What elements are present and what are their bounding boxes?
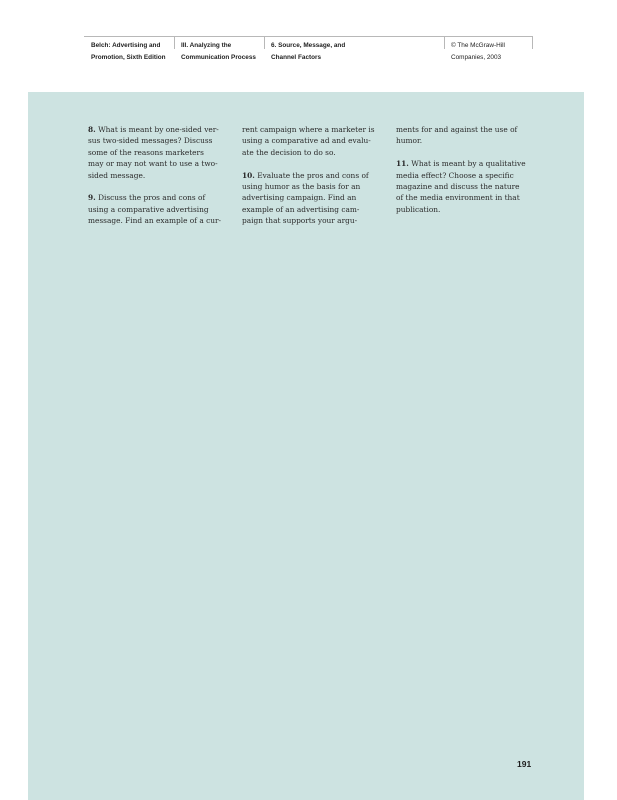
- header-book-title-line1: Belch: Advertising and: [91, 42, 161, 49]
- page-number: 191: [517, 759, 532, 769]
- text-line: What is meant by a qualitative: [411, 159, 526, 169]
- text-line: ments for and against the use of: [396, 125, 518, 134]
- question-11: [396, 158, 538, 215]
- text-line: using humor as the basis for an: [242, 182, 361, 192]
- text-line: humor.: [396, 136, 423, 146]
- text-line: example of an advertising cam-: [242, 204, 360, 214]
- text-line: magazine and discuss the nature: [396, 182, 520, 192]
- question-number: 11.: [396, 159, 409, 169]
- text-line: message. Find an example of a cur-: [88, 216, 222, 226]
- text-line: of the media environment in that: [396, 193, 520, 203]
- text-column-3: [396, 124, 538, 227]
- header-part-line2: Communication Process: [181, 54, 256, 61]
- text-line: Evaluate the pros and cons of: [257, 170, 369, 180]
- text-line: publication.: [396, 204, 441, 214]
- text-line: using a comparative ad and evalu-: [242, 136, 371, 146]
- question-9-continued: [242, 124, 384, 158]
- header-chapter: [264, 37, 444, 65]
- question-9: [88, 192, 230, 226]
- text-line: advertising campaign. Find an: [242, 193, 357, 203]
- text-column-2: [242, 124, 384, 238]
- running-header: [84, 36, 533, 65]
- question-10: [242, 170, 384, 227]
- header-divider: [532, 37, 533, 49]
- text-line: media effect? Choose a specific: [396, 170, 514, 180]
- question-10-continued: [396, 124, 538, 147]
- header-copyright-line2: Companies, 2003: [451, 54, 502, 61]
- text-line: ate the decision to do so.: [242, 147, 336, 157]
- header-chapter-line2: Channel Factors: [271, 54, 322, 61]
- question-8: [88, 124, 230, 181]
- text-line: Discuss the pros and cons of: [98, 193, 206, 203]
- text-line: What is meant by one-sided ver-: [98, 125, 219, 134]
- question-number: 8.: [88, 125, 96, 134]
- text-column-1: [88, 124, 230, 238]
- header-part-line1: III. Analyzing the: [181, 42, 232, 49]
- text-line: sus two-sided messages? Discuss: [88, 136, 213, 146]
- text-line: some of the reasons marketers: [88, 147, 204, 157]
- header-book-title: [84, 37, 174, 65]
- header-part: [174, 37, 264, 65]
- header-book-title-line2: Promotion, Sixth Edition: [91, 54, 166, 61]
- question-number: 9.: [88, 193, 96, 203]
- text-line: rent campaign where a marketer is: [242, 125, 375, 134]
- text-line: using a comparative advertising: [88, 204, 209, 214]
- header-chapter-line1: 6. Source, Message, and: [271, 42, 346, 49]
- text-line: paign that supports your argu-: [242, 216, 358, 226]
- header-copyright: [444, 37, 533, 65]
- question-number: 10.: [242, 170, 255, 180]
- text-line: sided message.: [88, 170, 146, 180]
- text-line: may or may not want to use a two-: [88, 159, 218, 169]
- header-copyright-line1: © The McGraw-Hill: [451, 42, 505, 49]
